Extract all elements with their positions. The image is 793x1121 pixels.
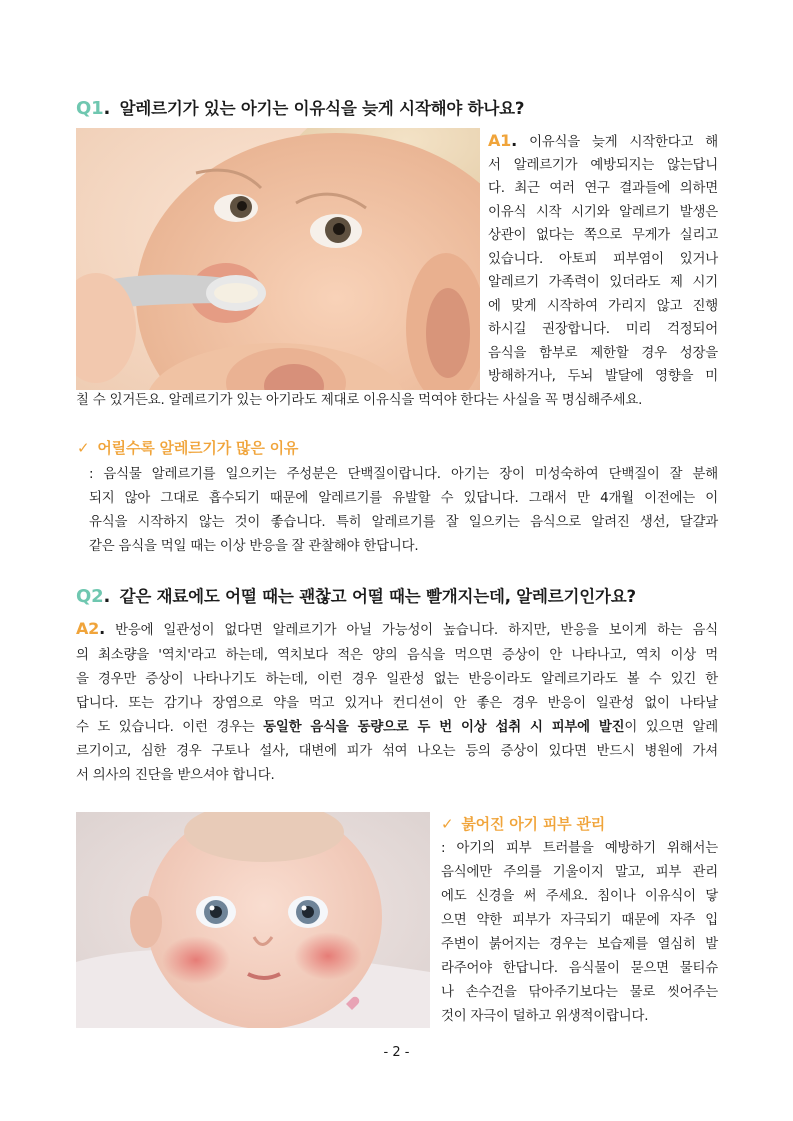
a2-line: 답니다. 또는 감기나 장염으로 약을 먹고 있거나 컨디션이 안 좋은 경우 반응이 일관성 없이 나타날 (76, 696, 718, 711)
section2-line: 나 손수건을 닦아주기보다는 물로 씻어주는 (441, 985, 718, 1000)
q2-number: Q2 (76, 586, 104, 607)
page-number: - 2 - (383, 1045, 410, 1060)
a2-line: 을 경우만 증상이 나타나기도 하는데, 이런 경우 일관성 없는 반응이라도 알레르기라도 볼 수 있긴 한 (76, 672, 718, 687)
section2-line: 라주어야 한답니다. 음식물이 묻으면 물티슈 (441, 961, 718, 976)
section2-line: 으면 약한 피부가 자극되기 때문에 자주 입 (441, 913, 718, 928)
baby-eating-photo (76, 128, 480, 390)
checkmark-icon: ✓ (441, 815, 454, 833)
q1-number: Q1 (76, 98, 104, 119)
section1-heading (77, 437, 298, 458)
a1-line: 상관이 없다는 쪽으로 무게가 실리고 (488, 228, 718, 243)
section2-heading (441, 813, 605, 834)
section2-line: : 아기의 피부 트러블을 예방하기 위해서는 (441, 841, 718, 856)
a1-line: 있습니다. 아토피 피부염이 있거나 (488, 252, 718, 267)
a2-number: A2 (76, 619, 100, 638)
highlight-text: 동일한 음식을 동량으로 두 번 이상 섭취 시 피부에 발진 (263, 720, 625, 735)
checkmark-icon: ✓ (77, 439, 90, 457)
a1-line: 음식을 함부로 제한할 경우 성장을 (488, 346, 718, 361)
section1-title: 어릴수록 알레르기가 많은 이유 (97, 439, 299, 457)
q1-heading: Q1. 알레르기가 있는 아기는 이유식을 늦게 시작해야 하나요? (76, 98, 525, 119)
section2-line: 음식에만 주의를 기울이지 말고, 피부 관리 (441, 865, 718, 880)
section2-line: 주변이 붉어지는 경우는 보습제를 열심히 발 (441, 937, 718, 952)
section2-line: 것이 자극이 덜하고 위생적이랍니다. (441, 1009, 649, 1024)
section2-title: 붉어진 아기 피부 관리 (461, 815, 606, 833)
a1-line-1: A1. 이유식을 늦게 시작한다고 해 (488, 131, 718, 150)
q2-title: 같은 재료에도 어떨 때는 괜찮고 어떨 때는 빨개지는데, 알레르기인가요? (119, 587, 636, 606)
a2-line: 의 최소량을 '역치'라고 하는데, 역치보다 적은 양의 음식을 먹으면 증상이 안 나타나고, 역치 이상 먹 (76, 648, 718, 663)
a1-line: 방해하거나, 두뇌 발달에 영향을 미 (488, 369, 718, 384)
section1-line: 같은 음식을 먹일 때는 이상 반응을 잘 관찰해야 한답니다. (89, 539, 419, 554)
a1-last-line: 칠 수 있거든요. 알레르기가 있는 아기라도 제대로 이유식을 먹여야 한다는 사실을 꼭 명심해주세요. (76, 393, 643, 408)
baby-red-cheeks-photo (76, 812, 430, 1028)
a1-line: 하시길 권장합니다. 미리 걱정되어 (488, 322, 718, 337)
a1-line: 다. 최근 여러 연구 결과들에 의하면 (488, 181, 718, 196)
a2-line: 르기이고, 심한 경우 구토나 설사, 대변에 피가 섞여 나오는 등의 증상이 있다면 반드시 병원에 가셔 (76, 744, 718, 759)
section1-line: 되지 않아 그대로 흡수되기 때문에 알레르기를 유발할 수 있답니다. 그래서 만 4개월 이전에는 이 (89, 491, 718, 506)
a1-line: 알레르기 가족력이 있더라도 제 시기 (488, 275, 718, 290)
a2-line: 서 의사의 진단을 받으셔야 합니다. (76, 768, 275, 783)
a1-line: 이유식 시작 시기와 알레르기 발생은 (488, 205, 718, 220)
section1-line: : 음식물 알레르기를 일으키는 주성분은 단백질이랍니다. 아기는 장이 미성숙하여 단백질이 잘 분해 (89, 467, 718, 482)
a1-number: A1 (488, 131, 512, 150)
q1-title: 알레르기가 있는 아기는 이유식을 늦게 시작해야 하나요? (119, 99, 525, 118)
a2-line-1: A2. 반응에 일관성이 없다면 알레르기가 아닐 가능성이 높습니다. 하지만, 반응을 보이게 하는 음식 (76, 619, 718, 638)
a1-line: 서 알레르기가 예방되지는 않는답니 (488, 158, 718, 173)
a1-line: 에 맞게 시작하여 가리지 않고 진행 (488, 299, 718, 314)
a2-line-bold: 수 도 있습니다. 이런 경우는 동일한 음식을 동량으로 두 번 이상 섭취 시 피부에 발진이 있으면 알레 (76, 720, 719, 735)
section1-line: 유식을 시작하지 않는 것이 좋습니다. 특히 알레르기를 잘 일으키는 음식으로 알려진 생선, 달걀과 (89, 515, 718, 530)
q2-heading: Q2. 같은 재료에도 어떨 때는 괜찮고 어떨 때는 빨개지는데, 알레르기인가요? (76, 586, 636, 607)
section2-line: 에도 신경을 써 주세요. 침이나 이유식이 닿 (441, 889, 718, 904)
